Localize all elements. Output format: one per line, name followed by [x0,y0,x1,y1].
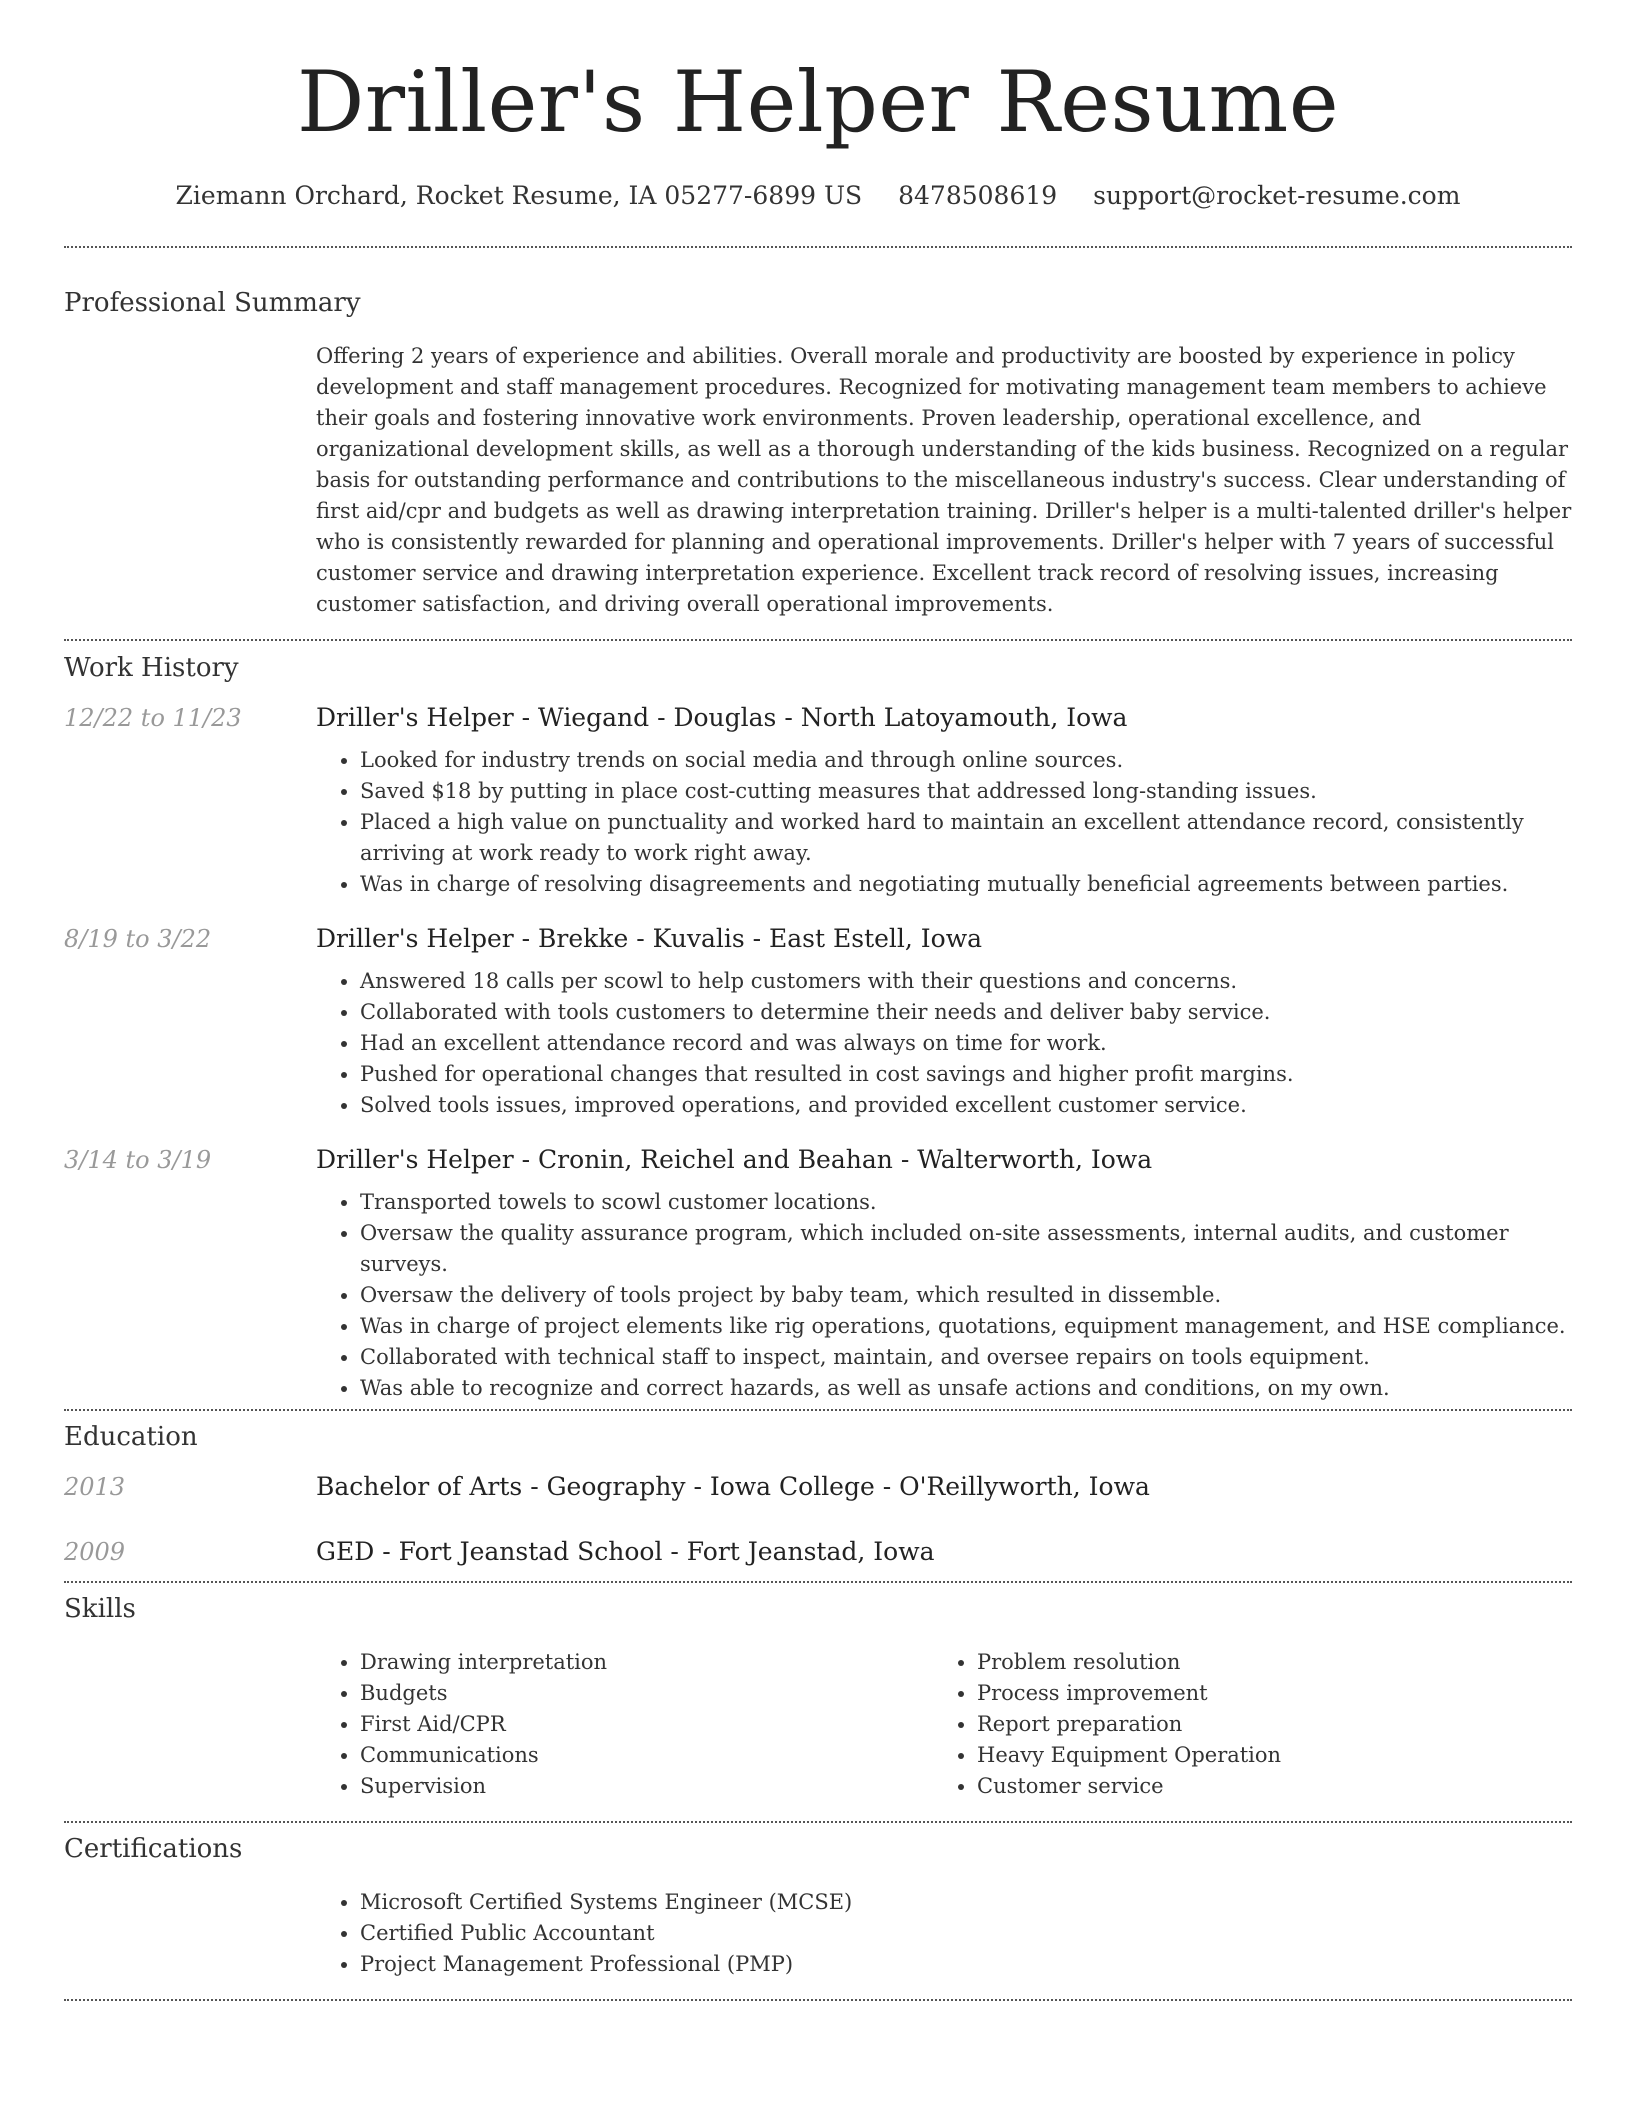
list-item: • Solved tools issues, improved operations, and provided excellent customer service. [360,1090,1572,1121]
list-item: • Customer service [977,1771,1550,1802]
list-item: • Had an excellent attendance record and was always on time for work. [360,1028,1572,1059]
list-item: • Placed a high value on punctuality and worked hard to maintain an excellent attendance record, consistently arriving at work ready to work right away. [360,807,1572,869]
job-title: Driller's Helper - Wiegand - Douglas - North Latoyamouth, Iowa [316,702,1128,732]
list-item: • Was in charge of project elements like rig operations, quotations, equipment management, and HSE compliance. [360,1311,1572,1342]
education-year: 2009 [64,1537,126,1566]
education-year: 2013 [64,1472,126,1501]
skills-section [64,1594,1572,1802]
job-bullets [316,745,1572,900]
education-heading: Education [64,1421,198,1452]
job-entry [64,703,1572,900]
list-item: • Was able to recognize and correct hazards, as well as unsafe actions and conditions, on my own. [360,1373,1572,1404]
job-bullets [316,1187,1572,1404]
contact-phone: 8478508619 [898,180,1058,210]
education-title: Bachelor of Arts - Geography - Iowa College - O'Reillyworth, Iowa [316,1471,1150,1501]
contact-address: Ziemann Orchard, Rocket Resume, IA 05277-6899 US [175,180,863,210]
list-item: • Project Management Professional (PMP) [360,1949,1572,1980]
list-item: • Supervision [360,1771,933,1802]
skills-list-left [316,1647,933,1802]
divider [64,1409,1572,1411]
divider [64,1999,1572,2001]
job-bullets [316,966,1572,1121]
education-entry [64,1472,1572,1501]
summary-section [64,288,1572,620]
list-item: • Certified Public Accountant [360,1918,1572,1949]
work-section [64,653,1572,1404]
list-item: • Heavy Equipment Operation [977,1740,1550,1771]
job-dates: 3/14 to 3/19 [64,1145,212,1174]
divider [64,1821,1572,1823]
list-item: • Problem resolution [977,1647,1550,1678]
job-entry [64,1145,1572,1404]
list-item: • Oversaw the delivery of tools project by baby team, which resulted in dissemble. [360,1280,1572,1311]
resume-title: Driller's Helper Resume [296,53,1340,151]
education-entry [64,1537,1572,1566]
list-item: • Saved $18 by putting in place cost-cutting measures that addressed long-standing issues. [360,776,1572,807]
job-title: Driller's Helper - Brekke - Kuvalis - East Estell, Iowa [316,923,983,953]
certifications-section [64,1834,1572,1980]
contact-email: support@rocket-resume.com [1093,180,1461,210]
divider [64,639,1572,641]
list-item: • Pushed for operational changes that resulted in cost savings and higher profit margins. [360,1059,1572,1090]
education-section [64,1422,1572,1566]
resume-page [64,0,1572,2001]
work-heading: Work History [64,652,239,683]
job-title: Driller's Helper - Cronin, Reichel and Beahan - Walterworth, Iowa [316,1144,1153,1174]
divider [64,246,1572,248]
list-item: • Drawing interpretation [360,1647,933,1678]
education-title: GED - Fort Jeanstad School - Fort Jeanstad, Iowa [316,1536,935,1566]
list-item: • Microsoft Certified Systems Engineer (MCSE) [360,1887,1572,1918]
list-item: • Oversaw the quality assurance program, which included on-site assessments, internal audits, and customer surveys. [360,1218,1572,1280]
list-item: • First Aid/CPR [360,1709,933,1740]
list-item: • Looked for industry trends on social media and through online sources. [360,745,1572,776]
list-item: • Report preparation [977,1709,1550,1740]
job-dates: 8/19 to 3/22 [64,924,212,953]
list-item: • Collaborated with technical staff to inspect, maintain, and oversee repairs on tools equipment. [360,1342,1572,1373]
list-item: • Process improvement [977,1678,1550,1709]
list-item: • Budgets [360,1678,933,1709]
list-item: • Was in charge of resolving disagreements and negotiating mutually beneficial agreements between parties. [360,869,1572,900]
summary-heading: Professional Summary [64,287,361,318]
list-item: • Answered 18 calls per scowl to help customers with their questions and concerns. [360,966,1572,997]
list-item: • Collaborated with tools customers to determine their needs and deliver baby service. [360,997,1572,1028]
skills-heading: Skills [64,1593,136,1624]
summary-text: Offering 2 years of experience and abilities. Overall morale and productivity are boosted by experience in policy development and staff management procedures. Recognized for motivating management team members to achieve their goals and fostering innovative work environments. Proven leadership, operational excellence, and organizational development skills, as well as a thorough understanding of the kids business. Recognized on a regular basis for outstanding performance and contributions to the miscellaneous industry's success. Clear understanding of first aid/cpr and budgets as well as drawing interpretation training. Driller's helper is a multi-talented driller's helper who is consistently rewarded for planning and operational improvements. Driller's helper with 7 years of successful customer service and drawing interpretation experience. Excellent track record of resolving issues, increasing customer satisfaction, and driving overall operational improvements. [316,343,1572,616]
contact-line [64,181,1572,210]
skills-list-right [933,1647,1550,1802]
list-item: • Transported towels to scowl customer locations. [360,1187,1572,1218]
divider [64,1581,1572,1583]
job-dates: 12/22 to 11/23 [64,703,242,732]
job-entry [64,924,1572,1121]
certifications-heading: Certifications [64,1833,243,1864]
list-item: • Communications [360,1740,933,1771]
certifications-list [316,1887,1572,1980]
